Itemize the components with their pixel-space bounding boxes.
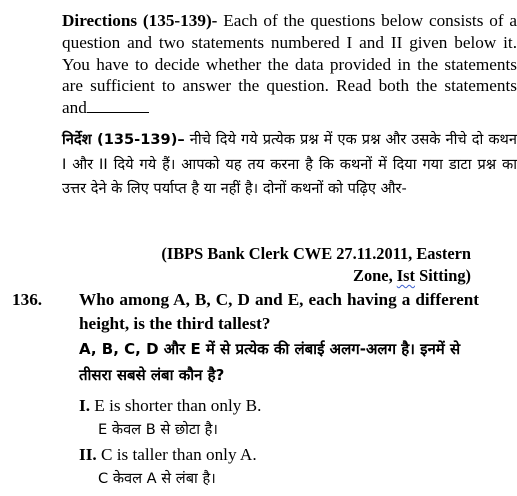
question-body [79,288,479,388]
statement-2-label: II. [79,445,97,464]
question-number: 136. [12,290,43,309]
statement-1-hindi: E केवल B से छोटा है। [98,421,218,438]
statement-2-text: C is taller than only A. [96,445,257,464]
statement-1-label: I. [79,396,90,415]
directions-text-hindi: नीचे दिये गये प्रत्येक प्रश्न में एक प्रश्न और उसके नीचे दो कथन I और II दिये गये हैं। आपको यह तय करना है कि कथनों में दिया गया डाटा प्रश्न का उत्तर देने के लिए पर्याप्त है या नहीं है। दोनों कथनों को पढ़िए और- [62,131,517,197]
question-text-hindi: A, B, C, D और E में से प्रत्येक की लंबाई अलग-अलग है। इनमें से तीसरा सबसे लंबा कौन है? [79,340,461,384]
question-text-english: Who among A, B, C, D and E, each having a different height, is the third tallest? [79,290,479,333]
statement-1-text: E is shorter than only B. [90,396,262,415]
statement-1-english [79,394,479,417]
directions-english [24,10,517,119]
exam-source [51,243,471,287]
directions-hindi [24,128,517,202]
directions-label-english: Directions (135-139)- [62,11,218,30]
exam-source-line-2-prefix: Zone, [353,266,397,285]
directions-text-english: Each of the questions below consists of a question and two statements numbered I and II given below it. You have to decide whether the data provided in the statements are sufficient to answer the question. Read both the statements and [62,11,517,118]
directions-label-hindi: निर्देश (135-139)– [62,131,185,148]
exam-source-ist: Ist [396,266,415,285]
exam-source-line-1: (IBPS Bank Clerk CWE 27.11.2011, Eastern [161,244,471,263]
statement-2-english [79,443,479,466]
answer-blank [87,100,149,113]
exam-source-line-2-suffix: Sitting) [414,266,471,285]
statement-2-hindi: C केवल A से लंबा है। [98,470,216,487]
